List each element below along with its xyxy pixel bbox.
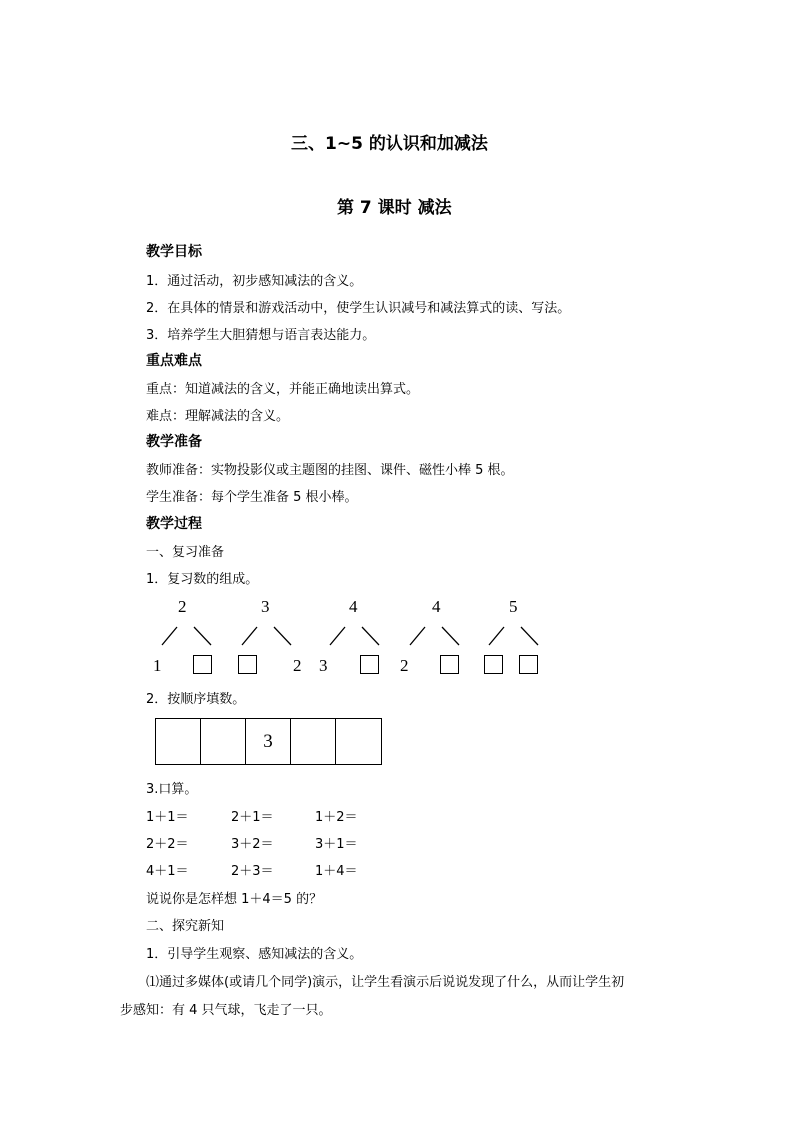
answer-box[interactable] — [193, 655, 212, 674]
unit-title: 三、1~5 的认识和加减法 — [291, 134, 488, 154]
sequence-fill-row — [155, 718, 382, 765]
answer-box[interactable] — [519, 655, 538, 674]
objective-item: 2．在具体的情景和游戏活动中，使学生认识减号和减法算式的读、写法。 — [146, 301, 571, 316]
lesson-title: 第 7 课时 减法 — [337, 198, 452, 218]
part1-heading: 一、复习准备 — [146, 545, 225, 560]
paragraph-line: ⑴通过多媒体(或请几个同学)演示，让学生看演示后说说发现了什么，从而让学生初 — [146, 975, 625, 990]
student-preparation: 学生准备：每个学生准备 5 根小棒。 — [146, 490, 358, 505]
sequence-cell[interactable] — [201, 719, 246, 764]
key-points-heading: 重点难点 — [146, 353, 202, 369]
difficult-point-text: 难点：理解减法的含义。 — [146, 409, 290, 424]
objective-item: 3．培养学生大胆猜想与语言表达能力。 — [146, 328, 376, 343]
paragraph-line: 步感知：有 4 只气球，飞走了一只。 — [120, 1003, 332, 1018]
composition-part-number: 3 — [319, 656, 328, 675]
composition-part-number: 2 — [400, 656, 409, 675]
step1-text: 1．复习数的组成。 — [146, 572, 259, 587]
sequence-cell[interactable] — [336, 719, 381, 764]
step3-text: 3.口算。 — [146, 782, 198, 797]
objective-item: 1．通过活动，初步感知减法的含义。 — [146, 274, 363, 289]
objectives-heading: 教学目标 — [146, 244, 202, 260]
oral-item: 2＋2＝ — [146, 837, 189, 852]
composition-part-number: 1 — [153, 656, 162, 675]
step2-text: 2．按顺序填数。 — [146, 692, 246, 707]
oral-item: 1＋2＝ — [315, 810, 358, 825]
oral-item: 4＋1＝ — [146, 864, 189, 879]
answer-box[interactable] — [360, 655, 379, 674]
composition-top-number: 4 — [349, 597, 358, 616]
answer-box[interactable] — [484, 655, 503, 674]
sequence-cell: 3 — [246, 719, 291, 764]
sequence-cell[interactable] — [156, 719, 201, 764]
composition-part-number: 2 — [293, 656, 302, 675]
composition-top-number: 2 — [178, 597, 187, 616]
composition-top-number: 3 — [261, 597, 270, 616]
part2-heading: 二、探究新知 — [146, 919, 225, 934]
process-heading: 教学过程 — [146, 516, 202, 532]
oral-item: 1＋1＝ — [146, 810, 189, 825]
answer-box[interactable] — [238, 655, 257, 674]
composition-top-number: 5 — [509, 597, 518, 616]
oral-item: 3＋1＝ — [315, 837, 358, 852]
preparation-heading: 教学准备 — [146, 434, 202, 450]
oral-item: 2＋1＝ — [231, 810, 274, 825]
composition-top-number: 4 — [432, 597, 441, 616]
oral-item: 2＋3＝ — [231, 864, 274, 879]
oral-item: 3＋2＝ — [231, 837, 274, 852]
key-point-text: 重点：知道减法的含义，并能正确地读出算式。 — [146, 382, 420, 397]
answer-box[interactable] — [440, 655, 459, 674]
question-text: 说说你是怎样想 1＋4＝5 的？ — [146, 892, 323, 907]
step4-text: 1．引导学生观察、感知减法的含义。 — [146, 947, 363, 962]
sequence-cell[interactable] — [291, 719, 336, 764]
teacher-preparation: 教师准备：实物投影仪或主题图的挂图、课件、磁性小棒 5 根。 — [146, 463, 514, 478]
oral-item: 1＋4＝ — [315, 864, 358, 879]
